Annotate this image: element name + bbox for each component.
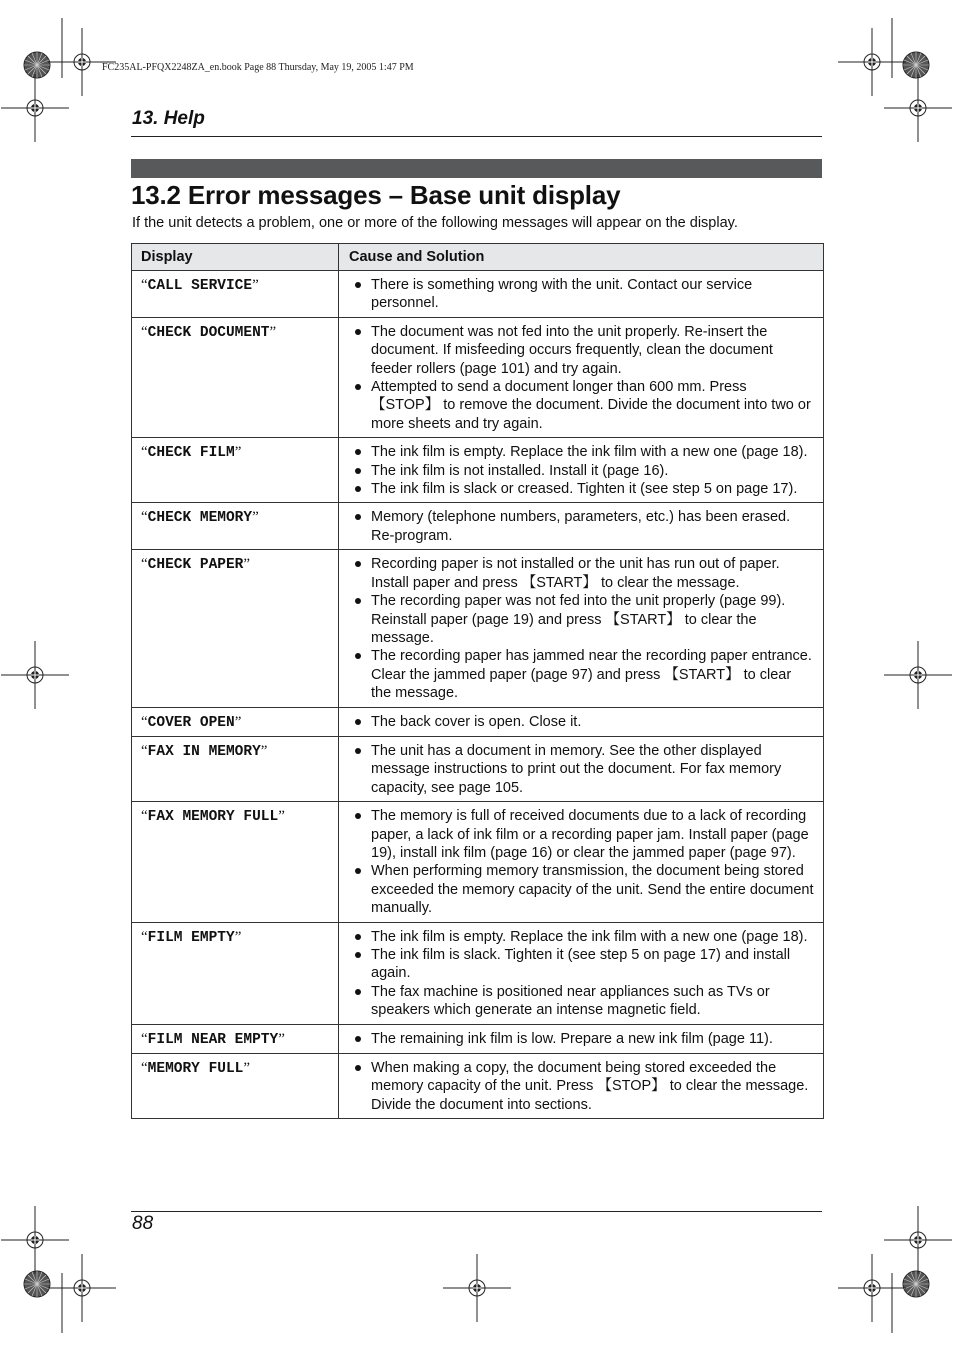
cause-list: [348, 928, 815, 1020]
display-message: CHECK MEMORY: [147, 510, 253, 527]
open-quote: “: [141, 928, 148, 945]
cause-solution-cell: [339, 550, 824, 707]
cause-list: [348, 443, 815, 498]
cause-item: Attempted to send a document longer than 600 mm. Press 【STOP】 to remove the document. Divide the document into two or more sheets and try again.: [348, 378, 815, 433]
close-quote: ”: [243, 1060, 251, 1077]
close-quote: ”: [269, 323, 277, 340]
cause-list: [348, 508, 815, 545]
cause-item: The recording paper was not fed into the unit properly (page 99). Reinstall paper (page 19) and press 【START】 to clear the message.: [348, 592, 815, 647]
open-quote: “: [141, 509, 148, 526]
close-quote: ”: [243, 556, 251, 573]
page-number: 88: [132, 1213, 154, 1234]
footer-rule: [131, 1211, 822, 1212]
display-message-cell: [132, 438, 339, 503]
column-header-cause: Cause and Solution: [339, 244, 824, 271]
table-row: [132, 707, 824, 736]
display-message-cell: [132, 1024, 339, 1053]
display-message: FILM NEAR EMPTY: [147, 1031, 279, 1048]
open-quote: “: [141, 1030, 148, 1047]
column-header-display: Display: [132, 244, 339, 271]
table-row: [132, 1054, 824, 1119]
table-row: [132, 503, 824, 550]
cause-item: There is something wrong with the unit. Contact our service personnel.: [348, 276, 815, 313]
display-message: FAX IN MEMORY: [147, 743, 261, 760]
cause-item: The ink film is empty. Replace the ink film with a new one (page 18).: [348, 443, 815, 461]
display-message-cell: [132, 707, 339, 736]
close-quote: ”: [260, 742, 268, 759]
close-quote: ”: [278, 1030, 285, 1047]
cause-solution-cell: [339, 317, 824, 437]
page-title: 13.2 Error messages – Base unit display: [131, 180, 621, 210]
title-bar: [131, 159, 822, 178]
table-header-row: [132, 244, 824, 271]
cause-item: The ink film is slack. Tighten it (see step 5 on page 17) and install again.: [348, 946, 815, 983]
cause-list: [348, 555, 815, 702]
open-quote: “: [141, 556, 148, 573]
cause-item: Memory (telephone numbers, parameters, etc.) has been erased. Re-program.: [348, 508, 815, 545]
cause-list: [348, 807, 815, 917]
cause-item: The back cover is open. Close it.: [348, 713, 815, 731]
cause-list: [348, 1059, 815, 1114]
close-quote: ”: [278, 808, 285, 825]
cause-list: [348, 742, 815, 797]
display-message: CHECK PAPER: [147, 557, 244, 574]
cause-solution-cell: [339, 438, 824, 503]
open-quote: “: [141, 713, 148, 730]
open-quote: “: [141, 1060, 148, 1077]
cause-item: When making a copy, the document being stored exceeded the memory capacity of the unit. Press 【STOP】 to clear the message. Divide the document into sections.: [348, 1059, 815, 1114]
cause-item: The document was not fed into the unit properly. Re-insert the document. If misfeeding occurs frequently, clean the document feeder rollers (page 101) and try again.: [348, 323, 815, 378]
header-rule: [131, 136, 822, 137]
cause-item: The memory is full of received documents due to a lack of recording paper, a lack of ink film or a recording paper jam. Install paper (page 19), install ink film (page 16) or clear the jammed paper (page 97).: [348, 807, 815, 862]
cause-list: [348, 713, 815, 731]
cause-solution-cell: [339, 922, 824, 1024]
open-quote: “: [141, 323, 148, 340]
cause-item: The remaining ink film is low. Prepare a new ink film (page 11).: [348, 1030, 815, 1048]
section-header: 13. Help: [132, 108, 205, 129]
display-message-cell: [132, 503, 339, 550]
table-row: [132, 271, 824, 318]
open-quote: “: [141, 277, 148, 293]
display-message: COVER OPEN: [147, 714, 235, 731]
display-message: CHECK FILM: [147, 445, 235, 462]
display-message-cell: [132, 802, 339, 922]
display-message-cell: [132, 271, 339, 318]
cause-solution-cell: [339, 271, 824, 318]
cause-solution-cell: [339, 503, 824, 550]
cause-item: The fax machine is positioned near appliances such as TVs or speakers which generate an intense magnetic field.: [348, 983, 815, 1020]
close-quote: ”: [234, 713, 242, 730]
cause-solution-cell: [339, 1024, 824, 1053]
table-row: [132, 802, 824, 922]
cause-solution-cell: [339, 707, 824, 736]
cause-item: The ink film is empty. Replace the ink film with a new one (page 18).: [348, 928, 815, 946]
display-message: FAX MEMORY FULL: [147, 809, 279, 826]
cause-solution-cell: [339, 736, 824, 801]
display-message: CALL SERVICE: [147, 278, 253, 294]
table-row: [132, 922, 824, 1024]
display-message: FILM EMPTY: [147, 929, 235, 946]
display-message-cell: [132, 922, 339, 1024]
cause-list: [348, 323, 815, 433]
cause-item: The unit has a document in memory. See the other displayed message instructions to print out the document. For fax memory capacity, see page 105.: [348, 742, 815, 797]
cause-solution-cell: [339, 802, 824, 922]
display-message-cell: [132, 1054, 339, 1119]
display-message: MEMORY FULL: [147, 1061, 244, 1078]
cause-list: [348, 1030, 815, 1048]
cause-item: The ink film is slack or creased. Tighten it (see step 5 on page 17).: [348, 480, 815, 498]
display-message: CHECK DOCUMENT: [147, 324, 270, 341]
table-row: [132, 1024, 824, 1053]
error-messages-table: [131, 243, 824, 1119]
display-message-cell: [132, 317, 339, 437]
cause-solution-cell: [339, 1054, 824, 1119]
open-quote: “: [141, 808, 148, 825]
cause-item: When performing memory transmission, the document being stored exceeded the memory capacity of the unit. Send the entire document manually.: [348, 862, 815, 917]
book-file-info: FC235AL-PFQX2248ZA_en.book Page 88 Thursday, May 19, 2005 1:47 PM: [102, 62, 414, 73]
cause-item: The ink film is not installed. Install it (page 16).: [348, 462, 815, 480]
cause-list: [348, 276, 815, 313]
intro-text: If the unit detects a problem, one or more of the following messages will appear on the display.: [132, 215, 738, 231]
close-quote: ”: [234, 928, 242, 945]
close-quote: ”: [252, 277, 259, 293]
cause-item: Recording paper is not installed or the unit has run out of paper. Install paper and press 【START】 to clear the message.: [348, 555, 815, 592]
open-quote: “: [141, 742, 148, 759]
close-quote: ”: [252, 509, 259, 526]
display-message-cell: [132, 550, 339, 707]
open-quote: “: [141, 444, 148, 461]
display-message-cell: [132, 736, 339, 801]
table-row: [132, 438, 824, 503]
table-row: [132, 550, 824, 707]
table-row: [132, 317, 824, 437]
cause-item: The recording paper has jammed near the recording paper entrance. Clear the jammed paper (page 97) and press 【START】 to clear the message.: [348, 647, 815, 702]
close-quote: ”: [234, 444, 242, 461]
table-row: [132, 736, 824, 801]
